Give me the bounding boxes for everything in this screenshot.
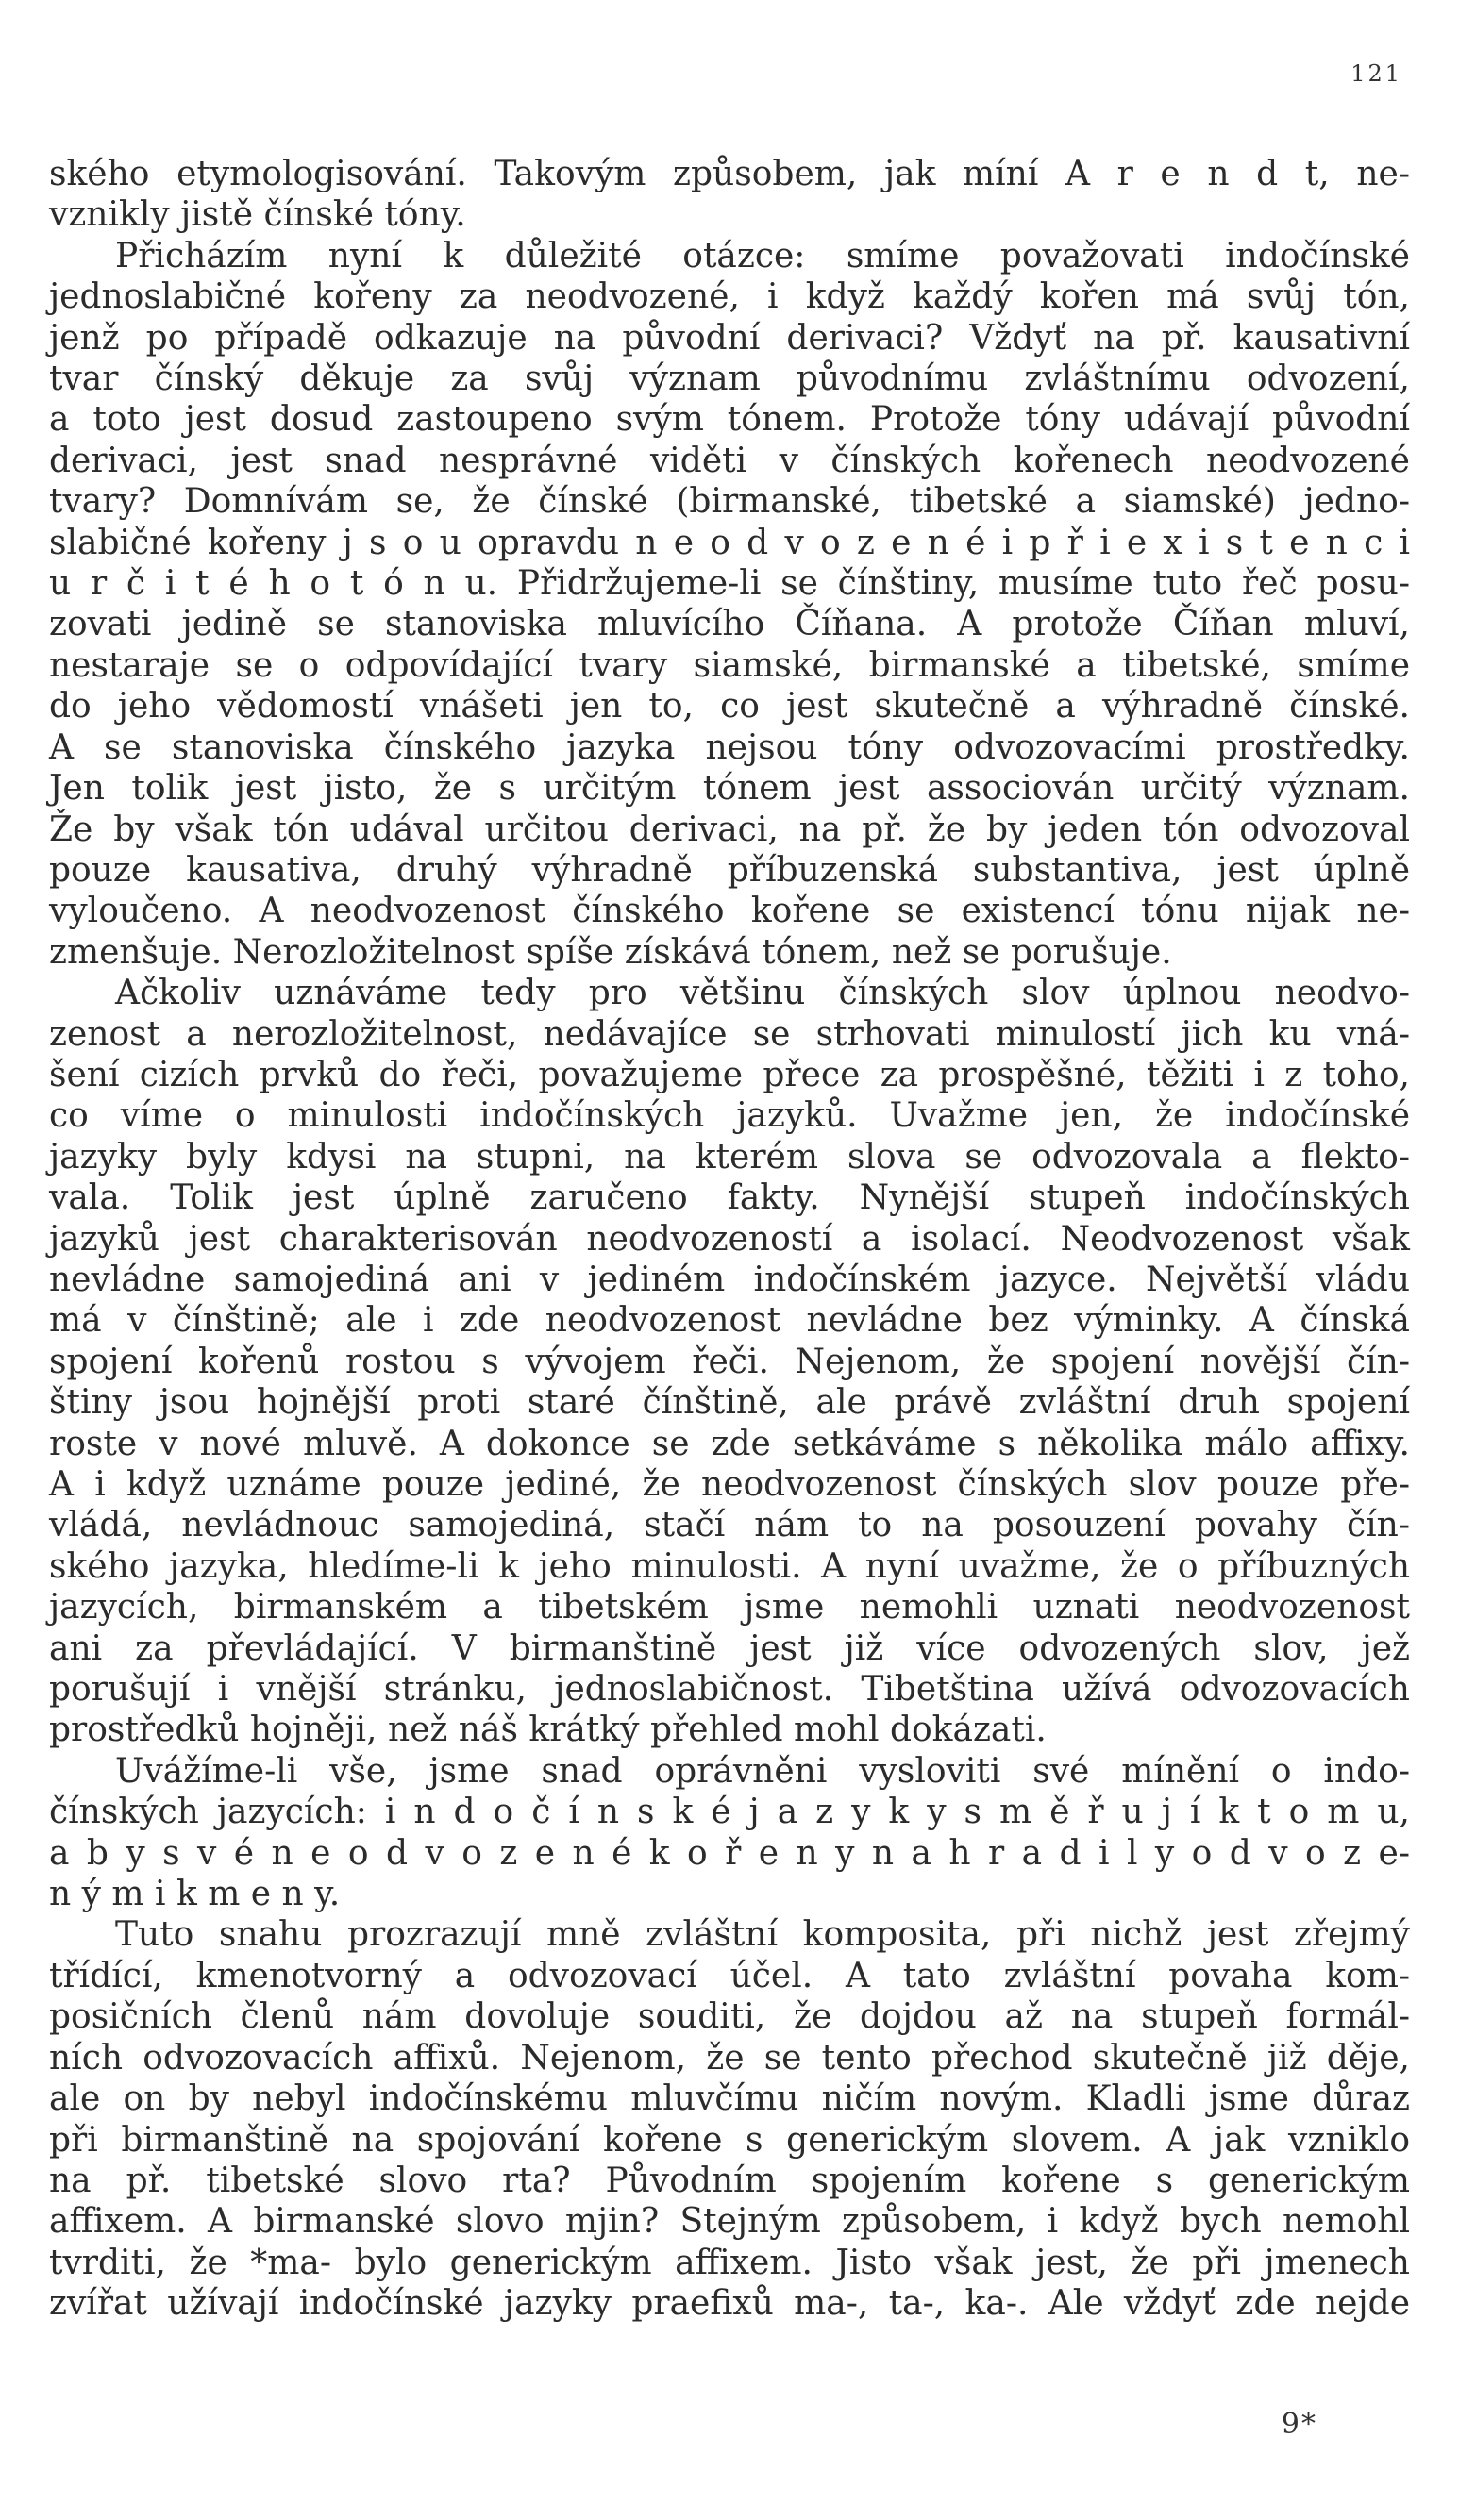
text-line: A se stanoviska čínského jazyka nejsou tóny odvozovacími prostředky. [49,727,1410,767]
printer-signature: 9* [1281,2408,1317,2441]
page-number: 121 [1350,60,1402,87]
text-line: a toto jest dosud zastoupeno svým tónem. Protože tóny udávají původní [49,400,1410,440]
text-line: třídící, kmenotvorný a odvozovací účel. A tato zvláštní povaha kom- [49,1956,1410,1995]
text-line: derivaci, jest snad nesprávné viděti v čínských kořenech neodvozené [49,441,1410,480]
text-line: tvary? Domnívám se, že čínské (birmanské, tibetské a siamské) jedno- [49,482,1410,522]
text-line: zenost a nerozložitelnost, nedávajíce se strhovati minulostí jich ku vná- [49,1014,1410,1054]
text-line: slabičné kořeny j s o u opravdu n e o d v o z e n é i p ř i e x i s t e n c i [49,523,1410,562]
text-line: vládá, nevládnouc samojediná, stačí nám to na posouzení povahy čín- [49,1506,1410,1545]
text-line: čínských jazycích: i n d o č í n s k é j a z y k y s m ě ř u j í k t o m u, [49,1793,1410,1832]
text-line: prostředků hojněji, než náš krátký přehled mohl dokázati. [49,1711,1047,1750]
text-line: posičních členů nám dovoluje souditi, že dojdou až na stupeň formál- [49,1997,1410,2037]
text-line: porušují i vnější stránku, jednoslabičnost. Tibetština užívá odvozovacích [49,1670,1410,1710]
text-line: jednoslabičné kořeny za neodvozené, i když každý kořen má svůj tón, [49,277,1410,317]
text-line: a b y s v é n e o d v o z e n é k o ř e n y n a h r a d i l y o d v o z e- [49,1833,1410,1873]
text-line: nestaraje se o odpovídající tvary siamské, birmanské a tibetské, smíme [49,645,1410,685]
text-line: vala. Tolik jest úplně zaručeno fakty. Nynější stupeň indočínských [49,1178,1410,1218]
text-line: zovati jedině se stanoviska mluvícího Číňana. A protože Číňan mluví, [49,605,1410,644]
text-line: Ačkoliv uznáváme tedy pro většinu čínských slov úplnou neodvo- [115,974,1410,1013]
text-line: Uvážíme-li vše, jsme snad oprávněni vysloviti své mínění o indo- [115,1751,1410,1791]
text-line: Tuto snahu prozrazují mně zvláštní komposita, při nichž jest zřejmý [115,1915,1410,1955]
text-line: jenž po případě odkazuje na původní derivaci? Vždyť na př. kausativní [49,318,1410,358]
text-line: nevládne samojediná ani v jediném indočínském jazyce. Největší vládu [49,1260,1410,1299]
text-line: do jeho vědomostí vnášeti jen to, co jest skutečně a výhradně čínské. [49,687,1410,726]
text-line: pouze kausativa, druhý výhradně příbuzenská substantiva, jest úplně [49,850,1410,890]
text-line: tvar čínský děkuje za svůj význam původnímu zvláštnímu odvození, [49,359,1410,399]
text-line: jazyky byly kdysi na stupni, na kterém slova se odvozovala a flekto- [49,1137,1410,1177]
text-line: Přicházím nyní k důležité otázce: smíme považovati indočínské [115,236,1410,275]
text-line: u r č i t é h o t ó n u. Přidržujeme-li se čínštiny, musíme tuto řeč posu- [49,564,1410,604]
text-line: vyloučeno. A neodvozenost čínského kořene se existencí tónu nijak ne- [49,892,1410,931]
text-line: má v čínštině; ale i zde neodvozenost nevládne bez výminky. A čínská [49,1301,1410,1341]
text-line: A i když uznáme pouze jediné, že neodvozenost čínských slov pouze pře- [49,1465,1410,1504]
text-line: co víme o minulosti indočínských jazyků. Uvažme jen, že indočínské [49,1096,1410,1136]
body-text [49,154,1410,2325]
text-line: jazyků jest charakterisován neodvozeností a isolací. Neodvozenost však [49,1219,1410,1259]
text-line: na př. tibetské slovo rta? Původním spojením kořene s generickým [49,2161,1410,2200]
text-line: štiny jsou hojnější proti staré čínštině, ale právě zvláštní druh spojení [49,1383,1410,1423]
text-line: spojení kořenů rostou s vývojem řeči. Nejenom, že spojení novější čín- [49,1342,1410,1381]
text-line: affixem. A birmanské slovo mjin? Stejným způsobem, i když bych nemohl [49,2202,1410,2242]
text-line: Že by však tón udával určitou derivaci, na př. že by jeden tón odvozoval [49,809,1410,849]
text-line: roste v nové mluvě. A dokonce se zde setkáváme s několika málo affixy. [49,1424,1410,1463]
text-line: šení cizích prvků do řeči, považujeme přece za prospěšné, těžiti i z toho, [49,1055,1410,1094]
text-line: ani za převládající. V birmanštině jest již více odvozených slov, jež [49,1628,1410,1668]
text-line: n ý m i k m e n y. [49,1875,341,1914]
text-line: vznikly jistě čínské tóny. [49,195,466,235]
text-line: zmenšuje. Nerozložitelnost spíše získává tónem, než se porušuje. [49,932,1172,972]
text-line: ale on by nebyl indočínskému mluvčímu ničím novým. Kladli jsme důraz [49,2079,1410,2119]
text-line: při birmanštině na spojování kořene s generickým slovem. A jak vzniklo [49,2120,1410,2160]
text-line: ského etymologisování. Takovým způsobem, jak míní A r e n d t, ne- [49,155,1410,193]
text-line: Jen tolik jest jisto, že s určitým tónem jest associován určitý význam. [49,769,1410,809]
text-line: zvířat užívají indočínské jazyky praefixů ma-, ta-, ka-. Ale vždyť zde nejde [49,2284,1410,2324]
text-line: ních odvozovacích affixů. Nejenom, že se tento přechod skutečně již děje, [49,2038,1410,2078]
text-line: ského jazyka, hledíme-li k jeho minulosti. A nyní uvažme, že o příbuzných [49,1546,1410,1586]
text-line: jazycích, birmanském a tibetském jsme nemohli uznati neodvozenost [49,1588,1410,1627]
text-line: tvrditi, že *ma- bylo generickým affixem. Jisto však jest, že při jmenech [49,2243,1410,2282]
